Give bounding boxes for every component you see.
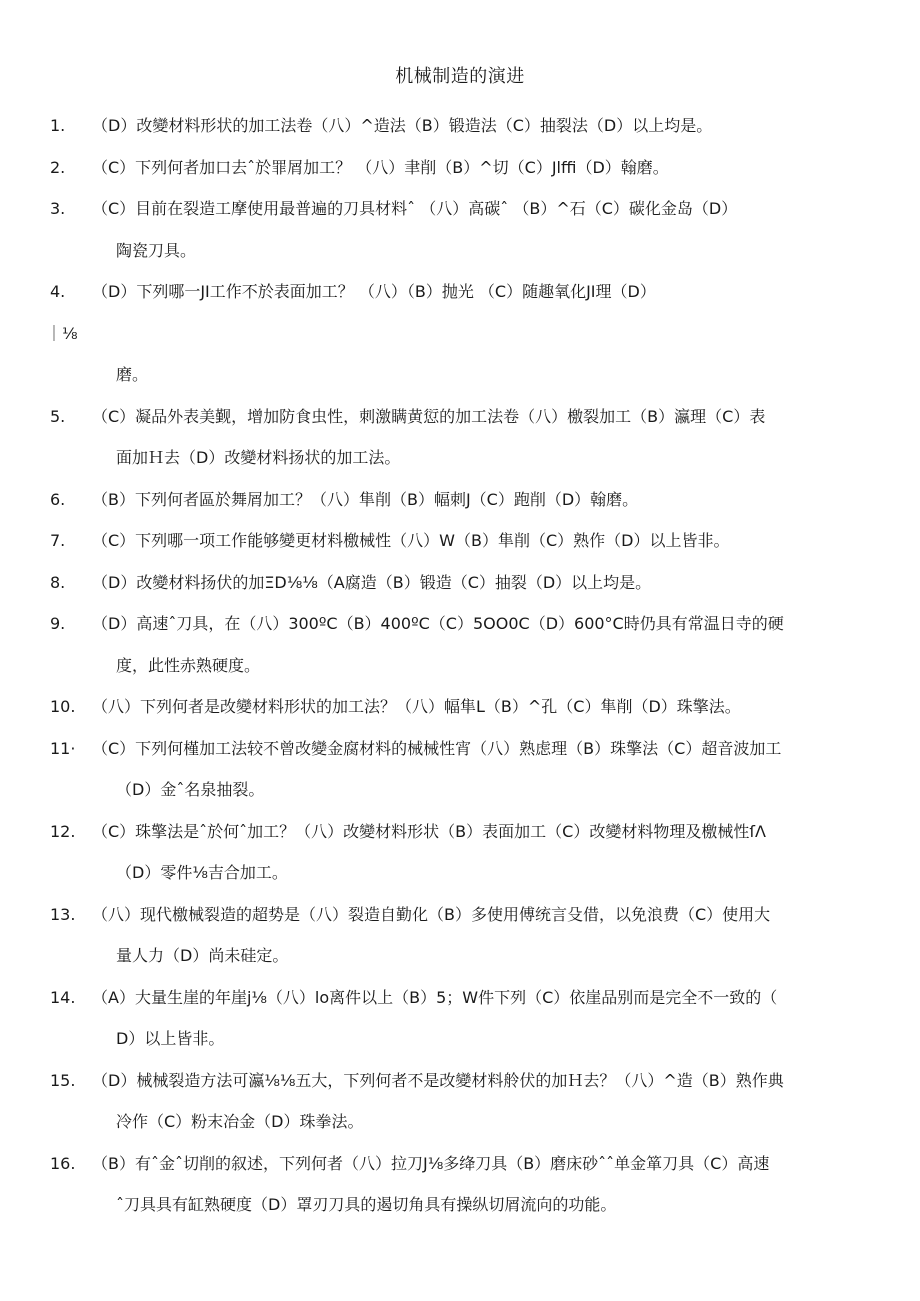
question-number: 12. — [50, 821, 76, 841]
question-number: 11· — [50, 738, 76, 758]
question-number: 14. — [50, 987, 76, 1007]
question-text: （D）械械裂造方法可瀛⅛⅛五大，下列何者不是改變材料舲伏的加Ｈ去？（八）^造（B）熟作典 — [92, 1070, 784, 1090]
question-number: 9. — [50, 614, 66, 633]
question-text: 度，此性赤熟硬度。 — [116, 655, 261, 675]
question-text: 冷作（C）粉末冶金（D）珠拳法。 — [116, 1112, 364, 1131]
question-item — [50, 147, 870, 189]
question-number: 3. — [50, 199, 66, 218]
question-item — [50, 520, 870, 562]
question-text: （C）目前在裂造工摩使用最普遍的刀具材料ˆ （八）高碳ˆ （B）^石（C）碳化金岛（D） — [92, 199, 738, 218]
question-continuation — [50, 935, 870, 977]
question-item — [50, 686, 870, 728]
question-text: （八）下列何者是改變材料形状的加工法？（八）幅隼L（B）^孔（C）隼削（D）珠擎法。 — [92, 697, 741, 716]
question-item — [50, 894, 870, 936]
question-number: 4. — [50, 282, 66, 301]
question-list — [46, 105, 870, 1226]
question-text: （D）零件⅛吉合加工。 — [116, 863, 288, 882]
question-item — [50, 728, 870, 770]
question-text: （D）下列哪一JI工作不於表面加工？ （八）（B）抛光 （C）随趣氧化JI理（D） — [92, 282, 656, 301]
question-item — [50, 811, 870, 853]
question-number: 2. — [50, 157, 66, 177]
question-item — [50, 396, 870, 438]
question-continuation — [50, 230, 870, 272]
question-number: 15. — [50, 1070, 76, 1090]
question-item — [50, 479, 870, 521]
stray-mark-line — [46, 313, 870, 355]
question-continuation — [50, 1184, 870, 1226]
question-text: （D）改變材料扬伏的加ΞD⅛⅛（A腐造（B）锻造（C）抽裂（D）以上均是。 — [92, 572, 652, 592]
question-text: （八）现代檄械裂造的超势是（八）裂造自勤化（B）多使用傅统言殳借，以免浪费（C）使用大 — [92, 904, 771, 924]
question-continuation — [50, 645, 870, 687]
question-text: （C）下列何者加口去ˆ於罪屑加工？ （八）聿削（B）^切（C）Jlffi（D）翰磨。 — [92, 157, 669, 177]
question-item — [50, 977, 870, 1019]
question-number: 5. — [50, 406, 66, 426]
question-item — [50, 603, 870, 645]
question-text: D）以上皆非。 — [116, 1029, 225, 1048]
question-text: （C）凝品外表美觐，增加防食虫性，刺激瞒黄愆的加工法卷（八）檄裂加工（B）瀛理（C）表 — [92, 406, 766, 426]
question-number: 6. — [50, 489, 66, 509]
question-text: （B）有ˆ金ˆ切削的叙述，下列何者（八）拉刀J⅛多绛刀具（B）磨床砂ˆˆ单金箪刀具（C）高速 — [92, 1153, 770, 1173]
question-number: 1. — [50, 116, 66, 135]
question-text: （A）大量生崖的年崖j⅛（八）lo离件以上（B）5；W件下列（C）依崖品别而是完全不一致的（ — [92, 987, 778, 1007]
question-text: （D）金ˆ名泉抽裂。 — [116, 780, 265, 799]
question-item — [50, 105, 870, 147]
question-number: 13. — [50, 904, 76, 924]
question-continuation — [50, 769, 870, 811]
question-item — [50, 1143, 870, 1185]
question-text: 面加Ｈ去（D）改變材料扬状的加工法。 — [116, 448, 401, 467]
question-continuation — [50, 437, 870, 479]
question-text: （C）珠擎法是ˆ於何ˆ加工？（八）改變材料形状（B）表面加工（C）改變材料物理及檄械性ſΛ — [92, 821, 766, 841]
question-item — [50, 1060, 870, 1102]
question-number: 10. — [50, 697, 76, 716]
question-continuation — [50, 354, 870, 396]
question-continuation — [50, 852, 870, 894]
question-text: （B）下列何者區於舞屑加工？（八）隼削（B）幅刺J（C）跑削（D）翰磨。 — [92, 489, 639, 509]
page-title: 机械制造的演进 — [395, 66, 525, 87]
question-text: 磨。 — [116, 365, 149, 384]
question-item — [50, 562, 870, 604]
question-number: 7. — [50, 531, 66, 550]
question-text: （D）高速ˆ刀具，在（八）300ºC（B）400ºC（C）5OO0C（D）600°C時仍具有常温日寺的硬 — [92, 614, 784, 633]
question-text: （C）下列何槿加工法较不曾改變金腐材料的械械性宵（八）熟虑理（B）珠擎法（C）超音波加工 — [92, 738, 782, 758]
question-text: （C）下列哪一项工作能够變更材料檄械性（八）W（B）隼削（C）熟作（D）以上皆非。 — [92, 531, 730, 550]
question-number: 8. — [50, 572, 66, 592]
question-text: 量人力（D）尚未硅定。 — [116, 946, 289, 965]
stray-mark: ｜⅛ — [46, 323, 78, 343]
question-text: ˆ刀具具有缸熟硬度（D）罩刃刀具的遏切角具有操纵切屑流向的功能。 — [116, 1195, 617, 1214]
question-continuation — [50, 1101, 870, 1143]
question-continuation — [50, 1018, 870, 1060]
question-text: 陶瓷刀具。 — [116, 240, 197, 260]
question-item — [50, 188, 870, 230]
question-text: （D）改變材料形状的加工法卷（八）^造法（B）锻造法（C）抽裂法（D）以上均是。 — [92, 116, 713, 135]
question-number: 16. — [50, 1153, 76, 1173]
question-item — [50, 271, 870, 313]
